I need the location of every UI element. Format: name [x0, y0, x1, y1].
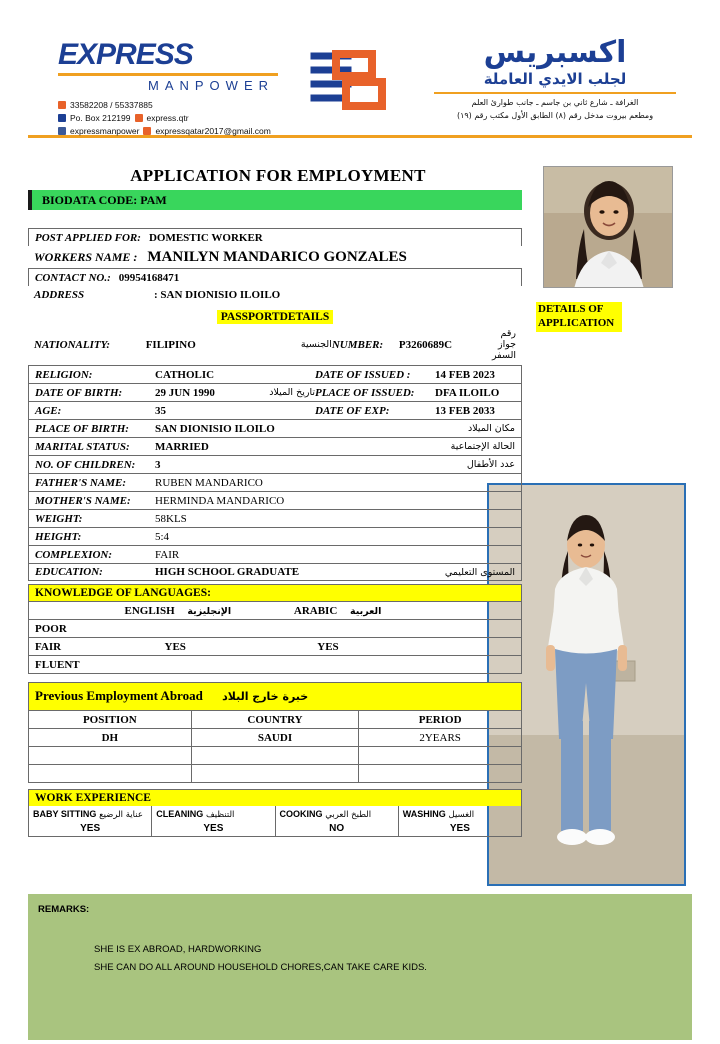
date-exp-value: 13 FEB 2033: [435, 404, 495, 417]
post-applied-label: POST APPLIED FOR:: [35, 231, 141, 244]
arabic-address-line-2: ومطعم بيروت مدخل رقم (٨) الطابق الأول مكتب رقم (١٩): [456, 110, 654, 120]
arabic-company-name: اكسبريس: [483, 35, 627, 70]
emp-position-1: DH: [29, 729, 192, 747]
row-address: [28, 286, 522, 304]
languages-level-header: [29, 602, 119, 620]
marital-status-value: MARRIED: [155, 440, 209, 453]
address-value: : SAN DIONISIO ILOILO: [154, 289, 281, 301]
languages-table: [28, 601, 522, 674]
place-issued-label: PLACE OF ISSUED:: [315, 386, 415, 399]
emp-period-2: [359, 747, 522, 765]
weight-label: WEIGHT:: [35, 512, 83, 525]
we-cell-cooking: [275, 806, 398, 837]
complexion-label: COMPLEXION:: [35, 548, 113, 561]
we-value-babysitting: YES: [80, 823, 101, 834]
religion-label: RELIGION:: [35, 368, 93, 381]
education-value: HIGH SCHOOL GRADUATE: [155, 566, 300, 578]
previous-employment-title: Previous Employment Abroad: [35, 688, 203, 703]
lang-fair-english: YES: [164, 640, 186, 653]
we-arabic-washing: الغسيل: [448, 810, 475, 820]
contact-no-value: 09954168471: [118, 271, 180, 284]
lang-level-poor: POOR: [29, 620, 119, 638]
table-row: [29, 729, 522, 747]
age-label: AGE:: [35, 404, 62, 417]
height-label: HEIGHT:: [35, 530, 82, 543]
emp-position-2: [29, 747, 192, 765]
remarks-title: REMARKS:: [38, 904, 90, 915]
mothers-name-value: HERMINDA MANDARICO: [155, 494, 285, 507]
application-form: [28, 228, 522, 837]
col-country-header: COUNTRY: [191, 711, 359, 729]
lang-level-fluent: FLUENT: [29, 656, 119, 674]
date-of-birth-value: 29 JUN 1990: [155, 386, 215, 399]
workers-name-value: MANILYN MANDARICO GONZALES: [147, 249, 407, 265]
we-label-washing: WASHING: [402, 809, 446, 819]
emp-country-3: [191, 765, 359, 783]
arabic-divider: [434, 92, 675, 94]
pobox-text: Po. Box 212199: [70, 112, 131, 123]
education-label: EDUCATION:: [35, 566, 103, 578]
row-workers-name: [28, 246, 522, 268]
row-no-of-children: [28, 455, 522, 473]
lang-fair-arabic: YES: [317, 640, 339, 653]
contact-no-label: CONTACT NO.:: [35, 271, 111, 284]
col-position-header: POSITION: [29, 711, 192, 729]
website-text: express.qtr: [146, 112, 189, 123]
english-header-arabic: الإنجليزية: [187, 605, 232, 617]
logo-manpower-text: MANPOWER: [148, 78, 274, 93]
we-arabic-babysitting: عناية الرضيع: [99, 810, 143, 820]
table-row: [29, 656, 522, 674]
row-contact-no: [28, 268, 522, 286]
contact-info: [58, 99, 278, 137]
we-value-cleaning: YES: [203, 823, 224, 834]
biodata-code-bar: BIODATA CODE: PAM: [28, 190, 522, 210]
arabic-address-line-1: الغرافة ـ شارع ثاني بن جاسم ـ جانب طوارئ العلم: [471, 98, 639, 107]
place-issued-value: DFA ILOILO: [435, 386, 500, 399]
previous-employment-header-row: [29, 711, 522, 729]
col-period-header: PERIOD: [359, 711, 522, 729]
table-row: [29, 747, 522, 765]
arabic-letterhead: [418, 26, 692, 123]
place-of-birth-value: SAN DIONISIO ILOILO: [155, 422, 275, 435]
arabic-header-text: ARABIC: [293, 604, 338, 617]
we-value-washing: YES: [449, 823, 470, 834]
date-of-birth-label: DATE OF BIRTH:: [35, 386, 123, 399]
marital-status-arabic-label: الحالة الإجتماعية: [450, 441, 515, 452]
fathers-name-value: RUBEN MANDARICO: [155, 476, 263, 489]
row-age: [28, 401, 522, 419]
previous-employment-header: [28, 682, 522, 710]
facebook-icon: [58, 127, 66, 135]
phone-text: 33582208 / 55337885: [70, 100, 153, 110]
age-value: 35: [155, 404, 166, 417]
date-of-birth-arabic-label: تاريخ الميلاد: [269, 387, 315, 398]
nationality-arabic-label: الجنسية: [300, 339, 332, 350]
remarks-body: [28, 915, 692, 977]
date-issued-label: DATE OF ISSUED :: [315, 368, 411, 381]
lang-fluent-values: [119, 656, 522, 674]
we-cell-babysitting: [29, 806, 152, 837]
portrait-illustration: [544, 167, 673, 288]
row-nationality-number: [28, 327, 522, 362]
emp-country-1: SAUDI: [191, 729, 359, 747]
applicant-portrait-photo: [543, 166, 673, 288]
fathers-name-label: FATHER'S NAME:: [35, 476, 126, 489]
passport-number-label: NUMBER:: [331, 338, 384, 351]
weight-value: 58KLS: [155, 512, 187, 525]
workers-name-label: WORKERS NAME :: [34, 250, 138, 264]
post-applied-value: DOMESTIC WORKER: [148, 231, 263, 244]
we-label-babysitting: BABY SITTING: [33, 809, 97, 819]
date-exp-label: DATE OF EXP:: [315, 404, 390, 417]
religion-value: CATHOLIC: [155, 368, 215, 381]
interlocking-squares-icon: [302, 46, 394, 116]
row-marital-status: [28, 437, 522, 455]
height-value: 5:4: [155, 530, 170, 543]
emp-country-2: [191, 747, 359, 765]
emp-position-3: [29, 765, 192, 783]
work-experience-row: [29, 806, 522, 837]
complexion-value: FAIR: [155, 548, 180, 561]
letterhead: [28, 26, 692, 138]
logo-express-text: EXPRESS: [58, 38, 193, 71]
no-of-children-value: 3: [155, 458, 161, 471]
email-icon: [143, 127, 151, 135]
we-arabic-cleaning: التنظيف: [206, 810, 235, 820]
company-logo: [28, 26, 278, 137]
languages-header-row: [29, 602, 522, 620]
no-of-children-arabic-label: عدد الأطفال: [466, 459, 515, 470]
we-arabic-cooking: الطبخ العربي: [325, 810, 372, 820]
mothers-name-label: MOTHER'S NAME:: [35, 494, 131, 507]
arabic-company-tagline: لجلب الايدي العاملة: [483, 70, 627, 88]
logo-divider: [58, 73, 278, 76]
table-row: [29, 620, 522, 638]
row-weight: [28, 509, 522, 527]
previous-employment-table: [28, 710, 522, 783]
row-complexion: [28, 545, 522, 563]
row-mothers-name: [28, 491, 522, 509]
passport-details-heading-wrap: [28, 304, 522, 327]
details-of-application-label: DETAILS OF APPLICATION: [536, 302, 622, 332]
facebook-text: expressmanpower: [70, 125, 140, 136]
work-experience-title: WORK EXPERIENCE: [28, 789, 522, 806]
address-label: ADDRESS: [34, 289, 85, 301]
mail-icon: [58, 114, 66, 122]
lang-fair-values: [119, 638, 522, 656]
no-of-children-label: NO. OF CHILDREN:: [35, 458, 136, 471]
phone-icon: [58, 101, 66, 109]
row-date-of-birth: [28, 383, 522, 401]
we-cell-washing: [398, 806, 521, 837]
logo-mark: [278, 26, 418, 116]
remarks-line-2: SHE CAN DO ALL AROUND HOUSEHOLD CHORES,CAN TAKE CARE KIDS.: [94, 962, 427, 974]
place-of-birth-label: PLACE OF BIRTH:: [35, 422, 129, 435]
nationality-label: NATIONALITY:: [34, 338, 110, 351]
we-label-cooking: COOKING: [279, 809, 323, 819]
passport-number-value: P3260689C: [398, 338, 453, 351]
emp-period-1: 2YEARS: [359, 729, 522, 747]
row-education: [28, 563, 522, 581]
row-post-applied: [28, 228, 522, 246]
table-row: [29, 638, 522, 656]
email-text: expressqatar2017@gmail.com: [155, 125, 271, 136]
work-experience-table: [28, 806, 522, 837]
languages-english-header: [119, 602, 522, 620]
emp-period-3: [359, 765, 522, 783]
we-value-cooking: NO: [329, 823, 345, 834]
nationality-value: FILIPINO: [145, 338, 196, 351]
place-of-birth-arabic-label: مكان الميلاد: [467, 423, 515, 434]
page-title: APPLICATION FOR EMPLOYMENT: [130, 166, 426, 185]
remarks-section: [28, 894, 692, 1040]
date-issued-value: 14 FEB 2023: [435, 368, 495, 381]
previous-employment-title-arabic: خبرة خارج البلاد: [222, 690, 309, 703]
we-label-cleaning: CLEANING: [156, 809, 204, 819]
lang-level-fair: FAIR: [29, 638, 119, 656]
passport-number-arabic-label: رقم جواز السفر: [491, 328, 516, 361]
remarks-line-1: SHE IS EX ABROAD, HARDWORKING: [94, 944, 262, 955]
arabic-header-arabic: العربية: [350, 605, 382, 617]
passport-details-heading: PASSPORTDETAILS: [217, 310, 333, 324]
we-cell-cleaning: [152, 806, 275, 837]
row-place-of-birth: [28, 419, 522, 437]
education-arabic-label: المستوى التعليمي: [444, 566, 515, 578]
globe-icon: [135, 114, 143, 122]
english-header-text: ENGLISH: [124, 604, 175, 617]
lang-poor-values: [119, 620, 522, 638]
languages-section-title: KNOWLEDGE OF LANGUAGES:: [28, 584, 522, 601]
row-religion: [28, 365, 522, 383]
table-row: [29, 765, 522, 783]
marital-status-label: MARITAL STATUS:: [35, 440, 130, 453]
row-fathers-name: [28, 473, 522, 491]
row-height: [28, 527, 522, 545]
